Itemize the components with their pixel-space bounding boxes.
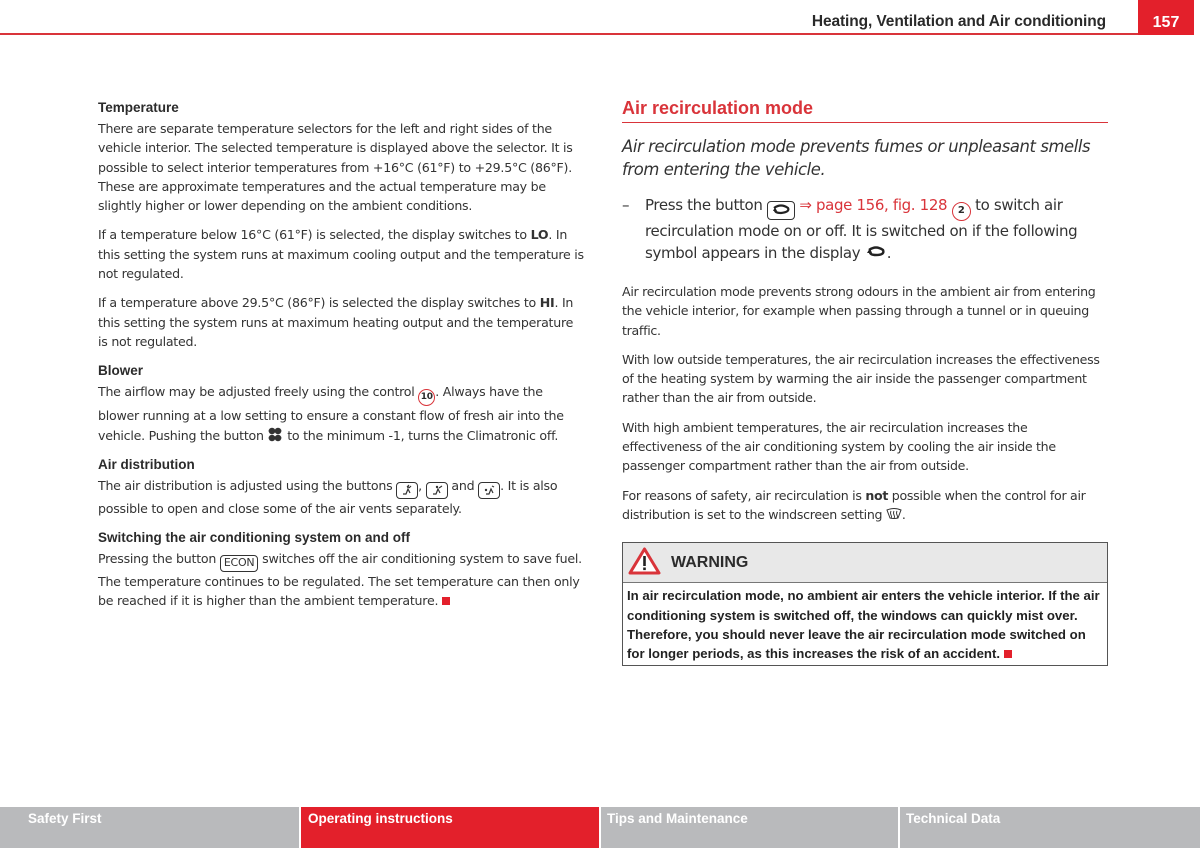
temperature-heading: Temperature <box>98 100 179 115</box>
air-to-body-icon <box>426 482 448 499</box>
temperature-paragraph-3: If a temperature above 29.5°C (86°F) is selected the display switches to HI. In this setting the system runs at maximum heating output and the temperature is not regulated. <box>98 295 574 349</box>
tab-tips-and-maintenance[interactable]: Tips and Maintenance <box>601 807 898 848</box>
hi-label: HI <box>539 295 555 311</box>
blower-heading: Blower <box>98 363 144 379</box>
page-number: 157 <box>1152 14 1180 31</box>
blower-paragraph: The airflow may be adjusted freely using the control 10 . Always have the blower running at a low setting to ensure a constant flow of fresh air into the vehicle. Pushing the button to the minimum -1, turns the Climatronic off. <box>98 384 564 443</box>
windscreen-defrost-icon <box>886 507 902 522</box>
lo-label: LO <box>530 227 549 243</box>
tab-technical-data[interactable]: Technical Data <box>900 807 1200 848</box>
air-to-windscreen-and-body-icon <box>396 482 418 499</box>
end-of-section-marker <box>442 597 450 605</box>
econ-button-glyph: ECON <box>220 555 259 572</box>
control-callout-10: 10 <box>418 389 435 406</box>
warning-header <box>623 543 1107 583</box>
page-number-box <box>1138 0 1194 35</box>
air-distribution-heading: Air distribution <box>98 456 195 472</box>
recirculation-icon <box>767 201 795 220</box>
chapter-tabs <box>0 807 1200 848</box>
section-lead: Air recirculation mode prevents fumes or unpleasant smells from entering the vehicle. <box>622 137 1091 179</box>
chapter-title: Heating, Ventilation and Air conditioning <box>811 13 1106 30</box>
recirculation-paragraph-4: For reasons of safety, air recirculation is not possible when the control for air distribution is set to the windscreen setting . <box>622 487 1086 522</box>
warning-title: WARNING <box>671 553 749 571</box>
recirculation-display-icon <box>865 244 887 262</box>
temperature-paragraph-1: There are separate temperature selectors for the left and right sides of the vehicle interior. The selected temperature is displayed above the selector. It is possible to select interior temperatures from +16°C (61°F) to +29.5°C (86°F). These are approximate temperatures and the actual temperature may be slightly higher or lower depending on the ambient conditions. <box>98 121 573 214</box>
tab-safety-first[interactable]: Safety First <box>0 807 299 848</box>
figure-callout-2: 2 <box>952 202 971 221</box>
right-column <box>622 98 1108 666</box>
header-rule <box>0 33 1138 35</box>
left-column <box>98 100 584 621</box>
page-reference-link[interactable]: ⇒ page 156, fig. 128 <box>794 196 952 214</box>
air-to-footwell-icon <box>478 482 500 499</box>
fan-icon <box>267 428 283 443</box>
warning-box <box>622 542 1108 666</box>
air-distribution-paragraph: The air distribution is adjusted using the buttons , and . It is also possible to open and close some of the air vents separately. <box>98 477 558 516</box>
ac-switch-heading: Switching the air conditioning system on and off <box>98 530 411 546</box>
ac-switch-paragraph: Pressing the button ECON switches off the air conditioning system to save fuel. The temperature continues to be regulated. The set temperature can then only be reached if it is higher than the ambient temperature. <box>98 551 582 609</box>
recirculation-paragraph-3: With high ambient temperatures, the air recirculation increases the effectiveness of the air conditioning system by cooling the air inside the passenger compartment rather than the air from outside. <box>622 419 1056 474</box>
section-title: Air recirculation mode <box>622 98 1108 123</box>
temperature-paragraph-2: If a temperature below 16°C (61°F) is selected, the display switches to LO. In this setting the system runs at maximum cooling output and the temperature is not regulated. <box>98 227 584 282</box>
recirculation-paragraph-1: Air recirculation mode prevents strong odours in the ambient air from entering the vehicle interior, for example when passing through a tunnel or in queuing traffic. <box>622 284 1096 338</box>
end-of-warning-marker <box>1004 650 1012 658</box>
tab-operating-instructions[interactable]: Operating instructions <box>301 807 599 848</box>
recirculation-paragraph-2: With low outside temperatures, the air recirculation increases the effectiveness of the heating system by warming the air inside the passenger compartment rather than the air from outside. <box>622 351 1100 406</box>
warning-triangle-icon <box>628 547 661 579</box>
warning-text: In air recirculation mode, no ambient air enters the vehicle interior. If the air conditioning system is switched off, the windows can quickly mist over. Therefore, you should never leave the air recirculation mode switched on for longer periods, as this increases the risk of an accident. <box>627 588 1100 662</box>
instruction-step: – Press the button ⇒ page 156, fig. 128 2 to switch air recirculation mode on or off. It is switched on if the following symbol appears in the display . <box>622 196 1078 262</box>
